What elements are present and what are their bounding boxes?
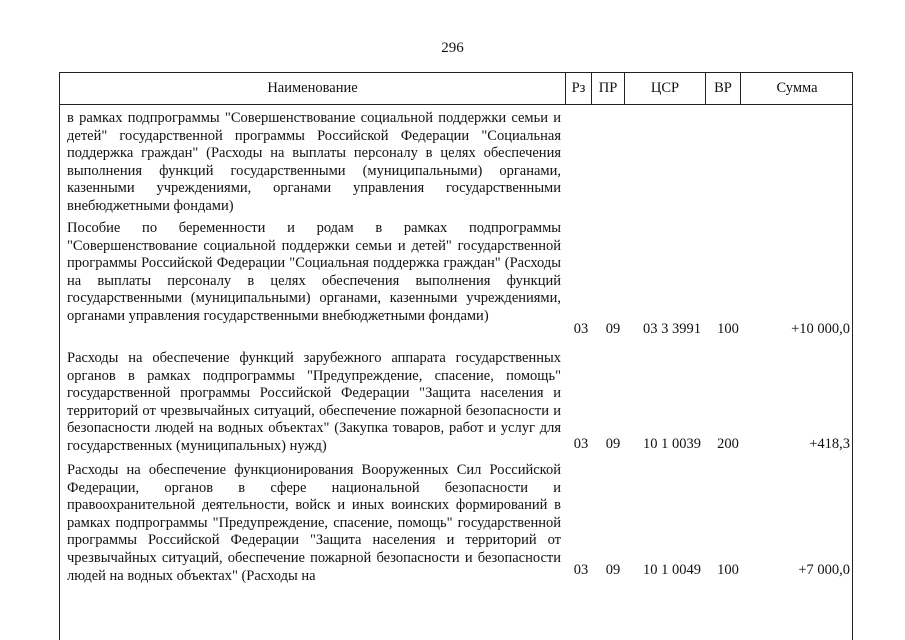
table-border-left [59, 105, 60, 640]
row-vr: 100 [717, 562, 739, 578]
table-border-right [852, 105, 853, 640]
row-description: в рамках подпрограммы "Совершенствование социальной поддержки семьи и детей" государственной программы Российской Федерации "Социальная поддержка граждан" (Расходы на выплаты персоналу в целях обеспечения выполнения функций государственными (муниципальными) органами, казенными учреждениями, органами управления государственными внебюджетными фондами) [67, 110, 561, 214]
row-pr: 09 [605, 436, 621, 452]
row-rz: 03 [573, 321, 589, 337]
row-description: Расходы на обеспечение функций зарубежного аппарата государственных органов в рамках подпрограммы "Предупреждение, спасение, помощь" государственной программы Российской Федерации "Защита населения и территорий от чрезвычайных ситуаций, обеспечение пожарной безопасности и безопасности людей на водных объектах" (Закупка товаров, работ и услуг для государственных (муниципальных) нужд) [67, 350, 561, 454]
row-sum: +418,3 [809, 436, 850, 452]
row-vr: 100 [717, 321, 739, 337]
header-vr: ВР [705, 73, 740, 104]
row-csr: 03 3 3991 [643, 321, 701, 337]
header-name: Наименование [267, 80, 358, 96]
header-rz: Рз [565, 73, 591, 104]
row-description: Пособие по беременности и родам в рамках подпрограммы "Совершенствование социальной поддержки семьи и детей" государственной программы Российской Федерации "Социальная поддержка граждан" (Расходы на выплаты персоналу в целях обеспечения выполнения функций государственными (муниципальными) органами, казенными учреждениями, органами управления государственными внебюджетными фондами) [67, 220, 561, 324]
header-pr: ПР [591, 73, 624, 104]
row-sum: +7 000,0 [798, 562, 850, 578]
header-csr: ЦСР [624, 73, 705, 104]
row-sum: +10 000,0 [791, 321, 850, 337]
header-sum: Сумма [740, 73, 853, 104]
row-csr: 10 1 0039 [643, 436, 701, 452]
row-rz: 03 [573, 562, 589, 578]
row-pr: 09 [605, 321, 621, 337]
row-rz: 03 [573, 436, 589, 452]
row-description: Расходы на обеспечение функционирования Вооруженных Сил Российской Федерации, органов в сфере национальной безопасности и правоохранительной деятельности, войск и иных воинских формирований в рамках подпрограммы "Предупреждение, спасение, помощь" государственной программы Российской Федерации "Защита населения и территорий от чрезвычайных ситуаций, обеспечение пожарной безопасности и безопасности людей на водных объектах" (Расходы на [67, 462, 561, 584]
row-vr: 200 [717, 436, 739, 452]
row-pr: 09 [605, 562, 621, 578]
row-csr: 10 1 0049 [643, 562, 701, 578]
table-header [59, 72, 853, 105]
page-number: 296 [441, 40, 464, 56]
